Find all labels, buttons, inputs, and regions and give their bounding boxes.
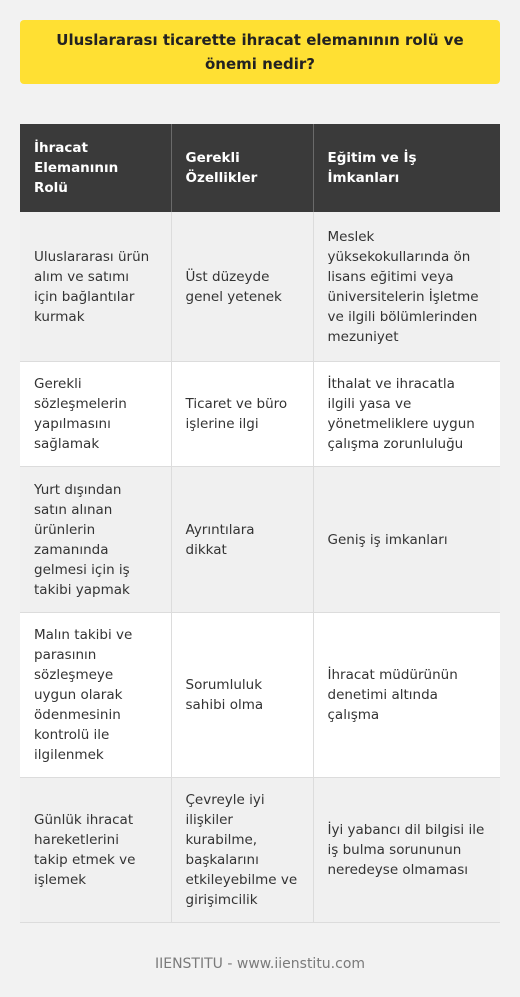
- table-cell: Sorumluluk sahibi olma: [171, 613, 313, 778]
- title-banner: [20, 20, 500, 84]
- table-row: [20, 778, 500, 923]
- table-cell: Ayrıntılara dikkat: [171, 467, 313, 613]
- column-header-role: İhracat Elemanının Rolü: [20, 124, 171, 212]
- table-row: [20, 212, 500, 362]
- table-cell: Günlük ihracat hareketlerini takip etmek ve işlemek: [20, 778, 171, 923]
- column-header-skills: Gerekli Özellikler: [171, 124, 313, 212]
- table-cell: Gerekli sözleşmelerin yapılmasını sağlamak: [20, 362, 171, 467]
- table-row: [20, 613, 500, 778]
- table-header-row: [20, 124, 500, 212]
- table-cell: Üst düzeyde genel yetenek: [171, 212, 313, 362]
- table-cell: Geniş iş imkanları: [313, 467, 500, 613]
- table-row: [20, 467, 500, 613]
- table-cell: Çevreyle iyi ilişkiler kurabilme, başkalarını etkileyebilme ve girişimcilik: [171, 778, 313, 923]
- table-cell: Yurt dışından satın alınan ürünlerin zamanında gelmesi için iş takibi yapmak: [20, 467, 171, 613]
- table-row: [20, 362, 500, 467]
- page-title: Uluslararası ticarette ihracat elemanının rolü ve önemi nedir?: [56, 31, 464, 73]
- comparison-table: [20, 124, 500, 923]
- table-cell: İyi yabancı dil bilgisi ile iş bulma sorununun neredeyse olmaması: [313, 778, 500, 923]
- table-cell: İhracat müdürünün denetimi altında çalışma: [313, 613, 500, 778]
- table-cell: Malın takibi ve parasının sözleşmeye uygun olarak ödenmesinin kontrolü ile ilgilenmek: [20, 613, 171, 778]
- column-header-education: Eğitim ve İş İmkanları: [313, 124, 500, 212]
- table-cell: İthalat ve ihracatla ilgili yasa ve yönetmeliklere uygun çalışma zorunluluğu: [313, 362, 500, 467]
- footer-credit: IIENSTITU - www.iienstitu.com: [154, 956, 366, 972]
- table-cell: Uluslararası ürün alım ve satımı için bağlantılar kurmak: [20, 212, 171, 362]
- table-cell: Meslek yüksekokullarında ön lisans eğitimi veya üniversitelerin İşletme ve ilgili bölümlerinden mezuniyet: [313, 212, 500, 362]
- table-cell: Ticaret ve büro işlerine ilgi: [171, 362, 313, 467]
